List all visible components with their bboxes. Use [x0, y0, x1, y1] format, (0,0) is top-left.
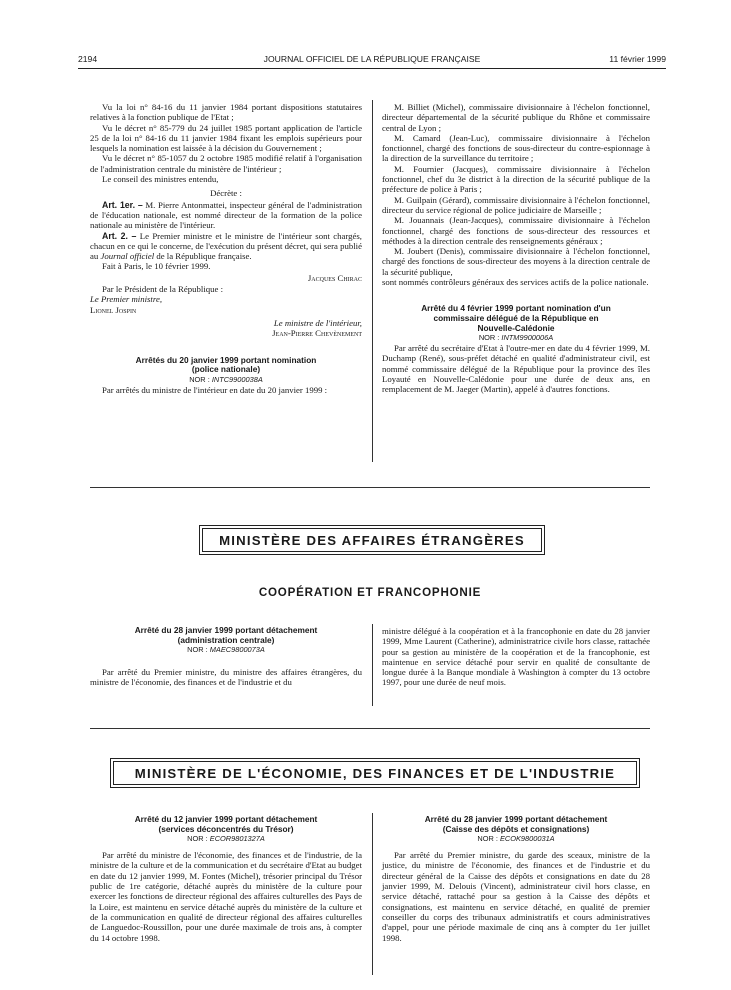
arrete-text: Par arrêté du ministre de l'économie, des finances et de l'industrie, de la ministre de la culture et de la communication et du secrétaire d'Etat au budget en date du 12 janvier 1999, M. Fontes (Michel), trésorier principal du Trésor public de 1re catégorie, détaché auprès du ministère de la culture pour exercer les fonctions de directeur régional des affaires culturelles des Pays de la Loire, est maintenu en service détaché auprès du ministère de la culture et de la communication en qualité de directeur régional des affaires culturelles de Languedoc-Roussillon, pour une durée maximale de trois ans, à compter du 14 octobre 1998. [90, 850, 362, 943]
arrete-text: Par arrêté du Premier ministre, du ministre des affaires étrangères, du ministre de l'économie, des finances et de l'industrie et du [90, 667, 362, 688]
premier-ministre-title: Le Premier ministre, [90, 294, 163, 305]
arrete-text: Par arrêté du secrétaire d'Etat à l'outre-mer en date du 4 février 1999, M. Duchamp (René), sous-préfet détaché en qualité d'administrateur civil, est nommé commissaire délégué de la République pour la province des îles Loyauté en Nouvelle-Calédonie pour une durée de deux ans, en remplacement de M. Jaeger (Martin), appelé à d'autres fonctions. [382, 343, 650, 395]
arrete-intro: Par arrêtés du ministre de l'intérieur en date du 20 janvier 1999 : [102, 384, 328, 395]
minefi-right-column [382, 815, 650, 943]
fait-a-paris: Fait à Paris, le 10 février 1999. [102, 261, 211, 272]
nomination-entry: M. Camard (Jean-Luc), commissaire divisionnaire à l'échelon fonctionnel, chargé des fonctions de sous-directeur du contre-espionnage à la direction de la surveillance du territoire ; [382, 132, 650, 164]
page-number: 2194 [78, 54, 98, 64]
arrete-text: Par arrêté du Premier ministre, du garde des sceaux, ministre de la justice, du ministre de l'économie, des finances et de l'industrie et du directeur général de la Caisse des dépôts et consignations en date du 28 janvier 1999, M. Delouis (Vincent), administrateur civil hors classe, en service détaché, rattaché pour sa gestion à la Caisse des dépôts et consignations, est maintenu en service détaché, en qualité de premier conseiller du corps des tribunaux administratifs et cours administratives d'appel, pour une période maximale de cinq ans à compter du 1er juillet 1998. [382, 850, 650, 943]
decrete-heading: Décrète : [210, 188, 242, 199]
article-2-text-end: de la République française. [154, 251, 252, 262]
nor-reference: NOR : INTC9900038A [189, 374, 263, 384]
column-divider [372, 624, 373, 706]
section-subtitle: COOPÉRATION ET FRANCOPHONIE [258, 586, 482, 599]
par-le-president: Par le Président de la République : [102, 284, 224, 295]
page-header [78, 54, 666, 69]
section-rule [90, 728, 650, 729]
article-1-label: Art. 1er. – [102, 199, 143, 210]
arrete-title: Arrêté du 4 février 1999 portant nomination d'un commissaire délégué de la République en Nouvelle-Calédonie [421, 303, 611, 333]
nomination-entry: M. Billiet (Michel), commissaire divisionnaire à l'échelon fonctionnel, directeur départemental de la sécurité publique du Rhône et commissaire central de Lyon ; [382, 102, 650, 133]
arrete-title: Arrêté du 28 janvier 1999 portant détachement (Caisse des dépôts et consignations) [424, 814, 608, 834]
journal-officiel-ref: Journal officiel [100, 251, 155, 262]
ministry-box [199, 525, 545, 555]
mae-right-column [382, 626, 650, 688]
journal-title: JOURNAL OFFICIEL DE LA RÉPUBLIQUE FRANÇAISE [263, 54, 481, 64]
arrete-title: Arrêté du 28 janvier 1999 portant détachement (administration centrale) [134, 625, 318, 645]
issue-date: 11 février 1999 [609, 54, 666, 64]
column-divider [372, 813, 373, 975]
article-1 [90, 200, 362, 231]
ministry-box [110, 758, 640, 788]
minefi-left-column [90, 815, 362, 943]
visa-paragraph: Vu la loi n° 84-16 du 11 janvier 1984 portant dispositions statutaires relatives à la fonction publique de l'Etat ; [90, 102, 362, 123]
premier-ministre-name: Lionel Jospin [90, 304, 137, 315]
nomination-entry: M. Guilpain (Gérard), commissaire divisionnaire à l'échelon fonctionnel, directeur du service régional de police judiciaire de Marseille ; [382, 194, 650, 215]
nor-reference: NOR : ECOK9800031A [477, 834, 555, 844]
column-divider [372, 100, 373, 462]
nomination-entry: M. Fournier (Jacques), commissaire divisionnaire à l'échelon fonctionnel, chef du 3e district à la direction de la sécurité publique de la préfecture de police à Paris ; [382, 163, 650, 195]
signature-president: Jacques Chirac [307, 272, 362, 283]
nomination-entry: M. Joubert (Denis), commissaire divisionnaire à l'échelon fonctionnel, chargé des fonctions de sous-directeur des moyens à la direction centrale de la sécurité publique, [382, 246, 650, 277]
ministry-title: MINISTÈRE DE L'ÉCONOMIE, DES FINANCES ET DE L'INDUSTRIE [113, 761, 637, 785]
mae-left-column [90, 626, 362, 688]
nor-reference: NOR : INTM9900006A [478, 333, 554, 343]
nor-reference: NOR : MAEC9800073A [187, 645, 265, 655]
ministre-interieur-name: Jean-Pierre Chevènement [272, 328, 362, 339]
top-left-column [90, 102, 362, 395]
article-2-text: Le Premier ministre et le ministre de l'intérieur sont chargés, chacun en ce qui le concerne, de l'exécution du présent décret, qui sera publié au [90, 230, 362, 262]
ministry-title: MINISTÈRE DES AFFAIRES ÉTRANGÈRES [202, 528, 542, 552]
article-1-text: M. Pierre Antonmattei, inspecteur général de l'administration de l'éducation nationale, est nommé directeur de la formation de la police nationale au ministère de l'intérieur. [90, 199, 362, 231]
ministre-interieur-title: Le ministre de l'intérieur, [273, 317, 362, 328]
visa-paragraph: Vu le décret n° 85-1057 du 2 octobre 1985 modifié relatif à l'organisation de l'administration centrale du ministère de l'intérieur ; [90, 153, 362, 174]
top-right-column [382, 102, 650, 395]
section-rule [90, 487, 650, 488]
visa-paragraph: Vu le décret n° 85-779 du 24 juillet 1985 portant application de l'article 25 de la loi n° 84-16 du 11 janvier 1984 fixant les emplois supérieurs pour lesquels la nomination est laissée à la décision du Gouvernement ; [90, 122, 362, 154]
conseil-paragraph: Le conseil des ministres entendu, [102, 174, 219, 185]
article-2-label: Art. 2. – [102, 230, 137, 241]
arrete-title: Arrêtés du 20 janvier 1999 portant nomination (police nationale) [135, 354, 317, 375]
arrete-title: Arrêté du 12 janvier 1999 portant détachement (services déconcentrés du Trésor) [134, 814, 318, 834]
article-2 [90, 231, 362, 262]
nor-reference: NOR : ECOR9801327A [187, 834, 265, 844]
nomination-conclusion: sont nommés contrôleurs généraux des services actifs de la police nationale. [382, 277, 649, 288]
arrete-text-continued: ministre délégué à la coopération et à la francophonie en date du 28 janvier 1999, Mme Laurent (Catherine), administratrice civile hors classe, rattachée pour sa gestion au ministère de la coopération et de la francophonie, est maintenue en service détaché pour servir en qualité de consultante de longue durée à la Banque mondiale à Washington à compter du 13 octobre 1997, pour une durée de neuf mois. [382, 626, 650, 688]
nomination-entry: M. Jouannais (Jean-Jacques), commissaire divisionnaire à l'échelon fonctionnel, chargé des fonctions de sous-directeur des ressources et méthodes à la direction centrale des renseignements généraux ; [382, 215, 650, 246]
